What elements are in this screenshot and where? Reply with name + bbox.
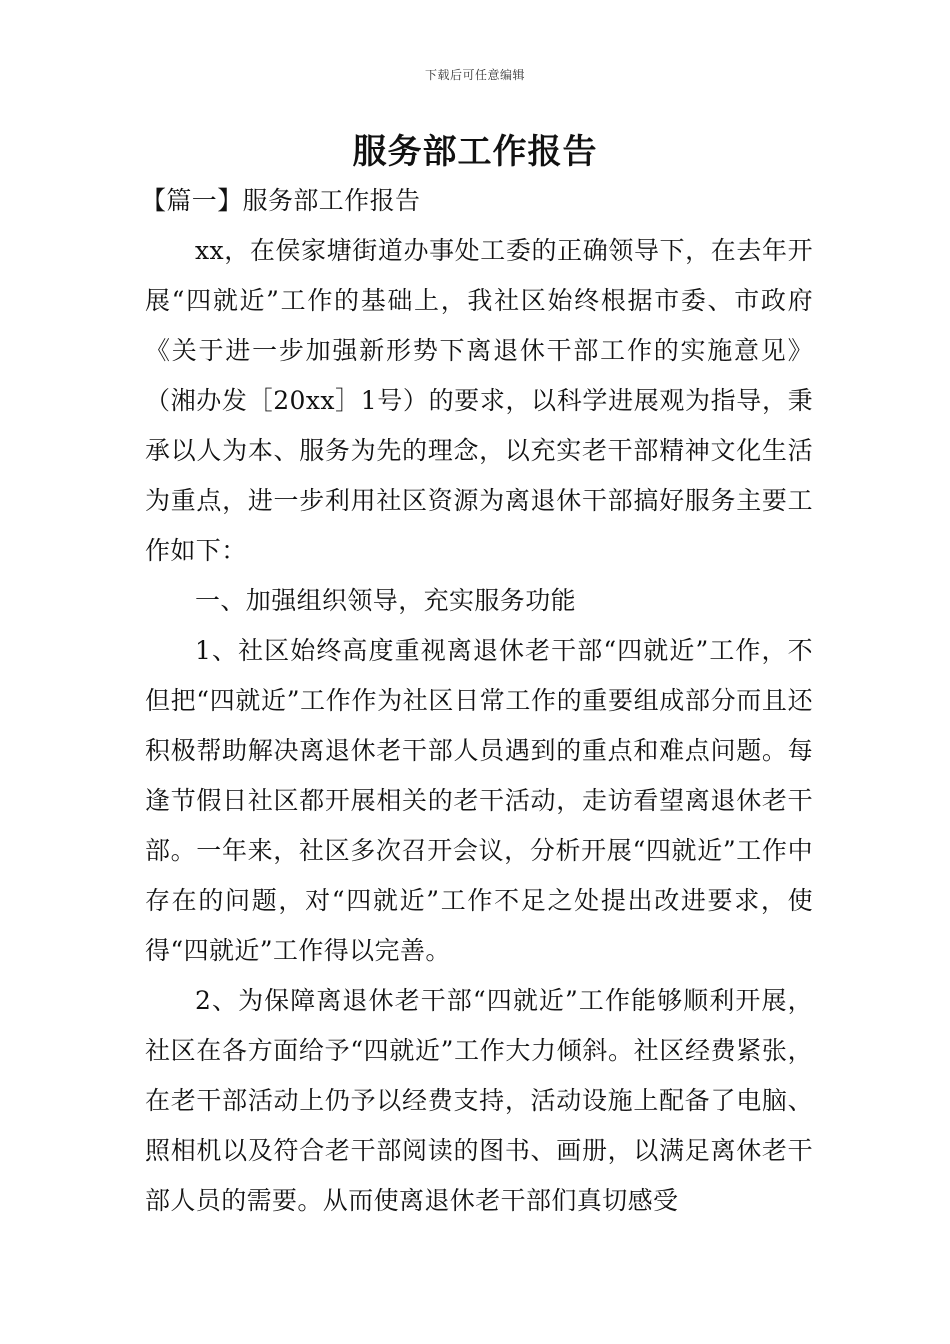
paragraph-intro: xx，在侯家塘街道办事处工委的正确领导下，在去年开展“四就近”工作的基础上，我社区始终根据市委、市政府《关于进一步加强新形势下离退休干部工作的实施意见》（湘办发［20xx］1号）的要求，以科学进展观为指导，秉承以人为本、服务为先的理念，以充实老干部精神文化生活为重点，进一步利用社区资源为离退休干部搞好服务主要工作如下： [145, 236, 813, 565]
download-note: 下载后可任意编辑 [424, 68, 525, 82]
document-body [141, 176, 813, 1226]
paragraph-subheading: 一、加强组织领导，充实服务功能 [195, 586, 577, 615]
section-heading: 【篇一】服务部工作报告 [141, 186, 421, 215]
document-title: 服务部工作报告 [352, 132, 598, 172]
paragraph-item-2: 2、为保障离退休老干部“四就近”工作能够顺利开展，社区在各方面给予“四就近”工作大力倾斜。社区经费紧张，在老干部活动上仍予以经费支持，活动设施上配备了电脑、照相机以及符合老干部阅读的图书、画册，以满足离休老干部人员的需要。从而使离退休老干部们真切感受 [145, 986, 813, 1215]
paragraph-item-1: 1、社区始终高度重视离退休老干部“四就近”工作，不但把“四就近”工作作为社区日常工作的重要组成部分而且还积极帮助解决离退休老干部人员遇到的重点和难点问题。每逢节假日社区都开展相关的老干活动，走访看望离退休老干部。一年来，社区多次召开会议，分析开展“四就近”工作中存在的问题，对“四就近”工作不足之处提出改进要求，使得“四就近”工作得以完善。 [145, 636, 813, 965]
